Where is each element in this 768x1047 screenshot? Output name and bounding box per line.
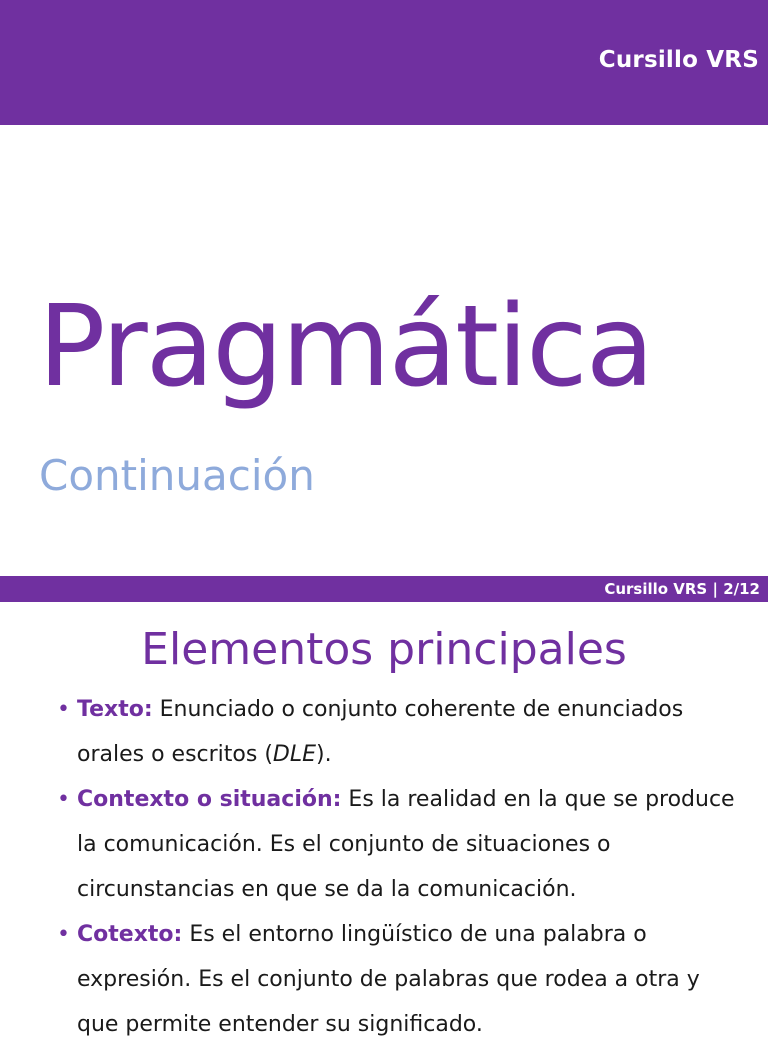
slide-header-bar <box>0 0 768 125</box>
bullet-text-end: ). <box>316 742 332 767</box>
bullet-text: Es la realidad en la que se produce la comunicación. Es el conjunto de situaciones o circunstancias en que se da la comunicación. <box>77 787 735 902</box>
footer-brand: Cursillo VRS <box>604 580 708 598</box>
slide-subtitle: Continuación <box>39 451 315 500</box>
bullet-term: Cotexto: <box>77 922 183 947</box>
bullet-item-contexto <box>57 777 737 912</box>
bullet-term: Contexto o situación: <box>77 787 342 812</box>
footer-separator: | <box>712 580 718 598</box>
bullet-item-texto <box>57 687 737 777</box>
slide-footer-bar <box>0 576 768 602</box>
bullet-term: Texto: <box>77 697 153 722</box>
bullet-item-cotexto <box>57 912 737 1047</box>
brand-label: Cursillo VRS <box>598 47 759 73</box>
slide-title: Pragmática <box>38 282 653 412</box>
bullet-text: Enunciado o conjunto coherente de enunciados orales o escritos ( <box>77 697 684 767</box>
bullet-dot-icon: • <box>57 787 70 812</box>
footer-label <box>604 579 760 599</box>
bullet-list <box>57 687 737 1047</box>
section-title: Elementos principales <box>141 624 627 675</box>
bullet-text: Es el entorno lingüístico de una palabra o expresión. Es el conjunto de palabras que rodea a otra y que permite entender su significado. <box>77 922 700 1037</box>
bullet-dot-icon: • <box>57 697 70 722</box>
bullet-italic: DLE <box>272 742 317 767</box>
bullet-dot-icon: • <box>57 922 70 947</box>
page-number: 2/12 <box>723 580 760 598</box>
